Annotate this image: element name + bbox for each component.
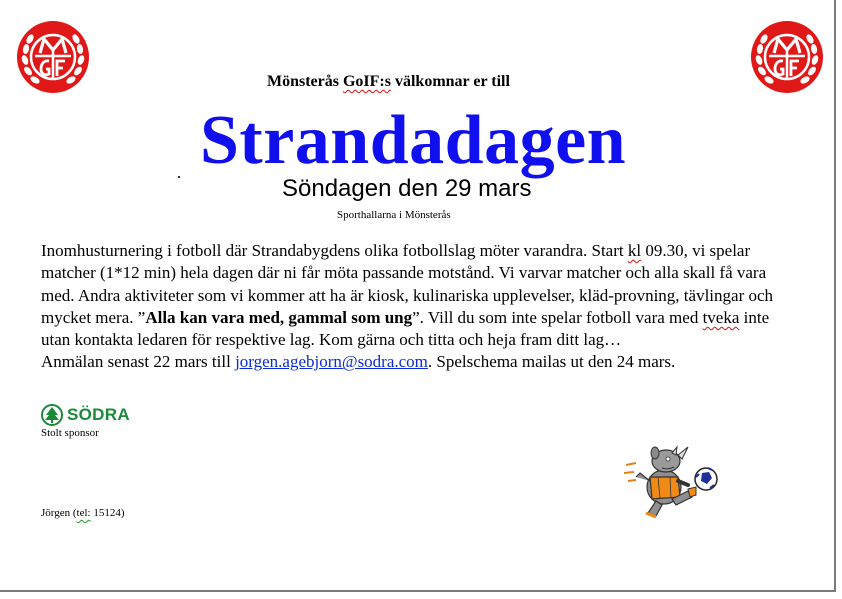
description-paragraph <box>41 240 801 351</box>
stray-dot <box>178 176 180 178</box>
word-tveka: tveka <box>702 307 740 327</box>
event-date: Söndagen den 29 mars <box>282 175 532 202</box>
welcome-prefix: Mönsterås <box>267 73 343 90</box>
club-logo-right <box>750 20 824 94</box>
description-part-1: Inomhusturnering i fotboll där Strandabygdens olika fotbollslag möter varandra. Start <box>41 241 628 260</box>
sponsor-caption: Stolt sponsor <box>41 427 99 439</box>
contact-line <box>41 507 125 519</box>
email-link[interactable]: jorgen.agebjorn@sodra.com <box>235 352 428 372</box>
slogan: Alla kan vara med, gammal som ung <box>145 307 413 327</box>
tree-icon <box>41 404 63 426</box>
club-name: GoIF:s <box>342 73 391 90</box>
registration-part-2: . Spelschema mailas ut den 24 mars. <box>427 352 676 372</box>
registration-part-1: Anmälan senast 22 mars till <box>41 352 236 372</box>
description-part-4: inte utan kontakta ledaren för respektive lag. Kom gärna och titta och heja fram ditt lag… <box>41 307 770 350</box>
registration-paragraph <box>41 351 801 373</box>
contact-number: 15124) <box>90 507 125 519</box>
description-part-2: 09.30, vi spelar matcher (1*12 min) hela dagen där ni får möta passande motstånd. Vi varvar matcher och alla skall få vara med. Andra aktiviteter som vi kommer att ha är kiosk, kulinariska upplevelser, kläd-provning, tävlingar och mycket mera. ” <box>41 241 774 327</box>
welcome-suffix: välkomnar er till <box>390 73 510 90</box>
event-venue: Sporthallarna i Mönsterås <box>337 209 451 221</box>
description-part-3: ”. Vill du som inte spelar fotboll vara med <box>412 307 703 327</box>
rhino-mascot-image <box>622 443 722 519</box>
sponsor-logo <box>41 404 141 426</box>
contact-tel-label: tel: <box>76 507 91 519</box>
word-kl: kl <box>627 241 642 260</box>
body-text <box>41 240 801 374</box>
contact-name: Jörgen ( <box>41 507 77 519</box>
club-logo-left <box>16 20 90 94</box>
event-title: Strandadagen <box>200 102 627 179</box>
sponsor-name: SÖDRA <box>67 405 130 424</box>
